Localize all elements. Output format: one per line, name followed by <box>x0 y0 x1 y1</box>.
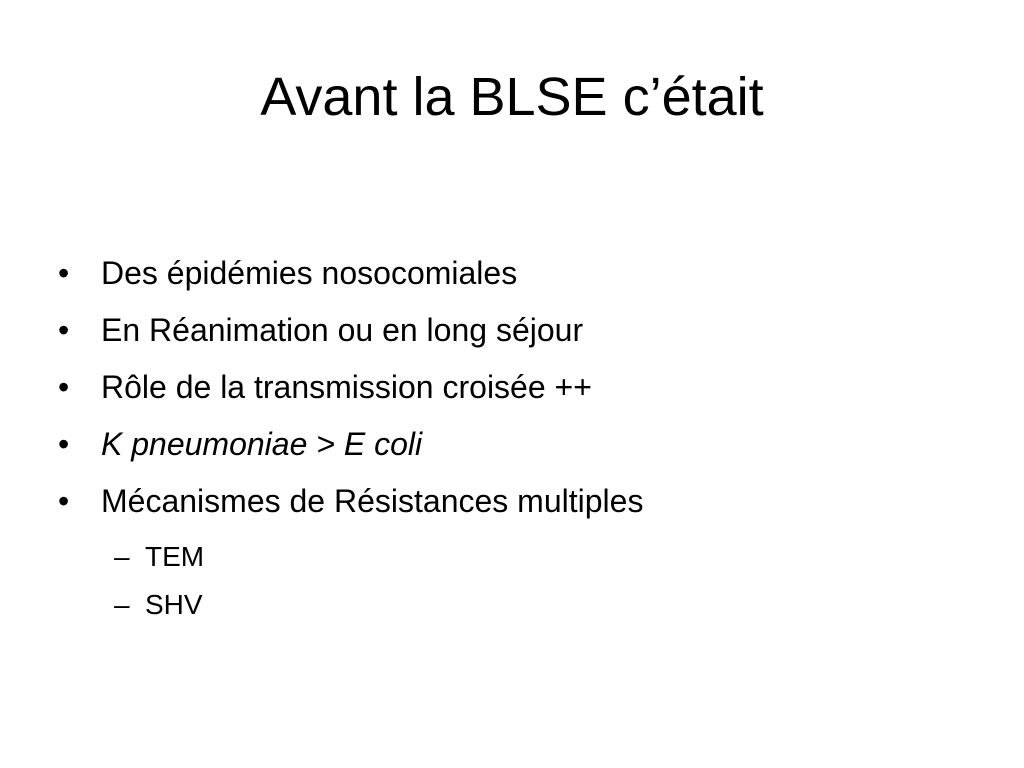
sub-bullet-item <box>114 540 204 574</box>
sub-bullet-item <box>114 588 204 622</box>
sub-bullet-text: TEM <box>145 541 205 572</box>
bullet-glyph: • <box>58 369 70 405</box>
sub-bullet-list <box>114 540 204 636</box>
bullet-text: Rôle de la transmission croisée ++ <box>101 369 592 405</box>
bullet-item <box>58 425 978 463</box>
bullet-text: K pneumoniae > E coli <box>101 426 423 462</box>
sub-bullet-glyph: – <box>114 541 130 572</box>
bullet-glyph: • <box>58 426 70 462</box>
bullet-list <box>58 254 978 539</box>
bullet-glyph: • <box>58 483 70 519</box>
bullet-item <box>58 482 978 520</box>
bullet-item <box>58 368 978 406</box>
bullet-glyph: • <box>58 312 70 348</box>
bullet-item <box>58 311 978 349</box>
bullet-text: En Réanimation ou en long séjour <box>101 312 584 348</box>
slide-title: Avant la BLSE c’était <box>260 67 764 127</box>
sub-bullet-text: SHV <box>145 589 203 620</box>
bullet-item <box>58 254 978 292</box>
sub-bullet-glyph: – <box>114 589 130 620</box>
bullet-glyph: • <box>58 255 70 291</box>
bullet-text: Mécanismes de Résistances multiples <box>101 483 644 519</box>
bullet-text: Des épidémies nosocomiales <box>101 255 518 291</box>
